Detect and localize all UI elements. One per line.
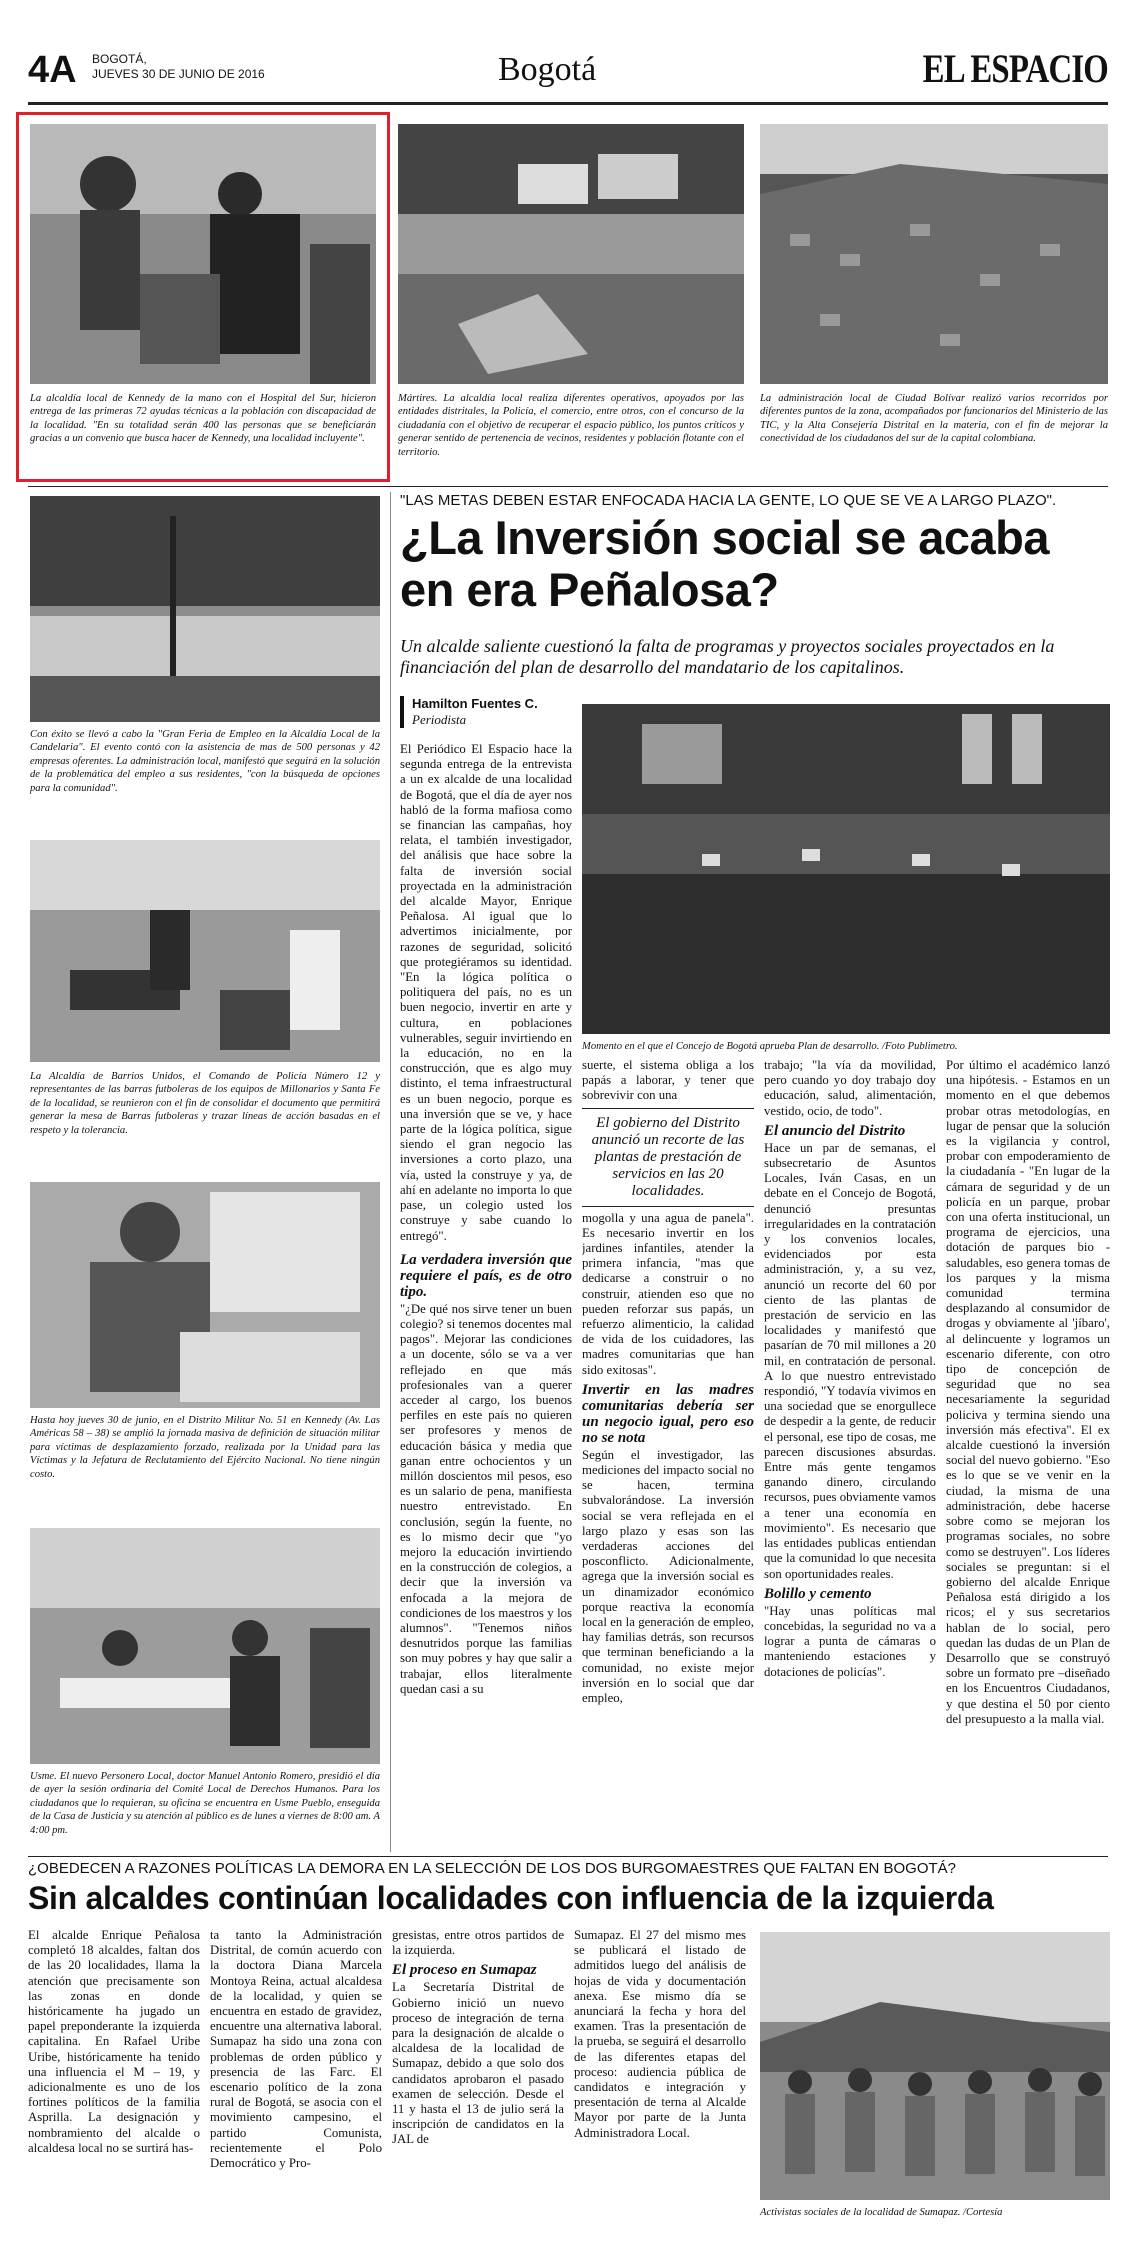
concejo-photo xyxy=(582,704,1110,1034)
main-col-2-text-b: mogolla y una agua de panela". Es necesario invertir en los jardines infantiles, atender la primera infancia, "mas que dedicarse a construir o no construir, atienden eso que no pueden reforzar sus papás, un refuerzo alimenticio, la calidad de vida de los cuidadores, las madres comunitarias que han sido exitosas". xyxy=(582,1210,754,1377)
main-col-2-subhead: Invertir en las madres comunitarias debería ser un negocio igual, pero eso no se nota xyxy=(582,1381,754,1446)
main-col-2-text-c: Según el investigador, las mediciones del impacto social no se hacen, termina subvalorándose. La inversión social se vera reflejada en el largo plazo y esas son las verdaderas acciones del posconflicto. Adicionalmente, agrega que la inversión social es un dinamizador económico porque reactiva la economía local en la generación de empleo, hay familias detrás, son recursos que terminan beneficiando a la comunidad, no existe mejor inversión en lo social que dar empleo, xyxy=(582,1447,754,1706)
main-col-1-subhead: La verdadera inversión que requiere el país, es de otro tipo. xyxy=(400,1251,572,1300)
header-location: BOGOTÁ, xyxy=(92,52,147,66)
barrios-unidos-photo xyxy=(30,840,380,1062)
byline xyxy=(400,696,570,728)
top-row-rule xyxy=(28,486,1108,487)
bottom-col-2 xyxy=(210,1928,382,2228)
bottom-col-4 xyxy=(574,1928,746,2228)
main-kicker: "LAS METAS DEBEN ESTAR ENFOCADA HACIA LA GENTE, LO QUE SE VE A LARGO PLAZO". xyxy=(400,492,1057,509)
pull-quote: El gobierno del Distrito anunció un recorte de las plantas de prestación de servicios en las 20 localidades. xyxy=(582,1108,754,1207)
main-col-4-text: Por último el académico lanzó una hipótesis. - Estamos en un momento en el que debemos probar otras metodologías, en lugar de pensar que la solución es la vigilancia y control, probar con empoderamiento de la ciudadanía - "En lugar de la cámara de seguridad y de un policía en un parque, probar con una oferta institucional, un programa de ejercicios, una dotación de parques bio - saludables, eso genera tomas de los parques y la misma comunidad termina desplazando al consumidor de drogas y obviamente al 'jíbaro', al delincuente y logramos un escenario diferente, con otro tipo de concepción de seguridad que no sea necesariamente la seguridad policiva y termina siendo una inversión más efectiva". El ex alcalde cuestionó la inversión social del nuevo gobierno. "Eso es lo que se ve venir en la ciudad, la misma de una administración, debe hacerse sobre como se mejoran los programas sociales, no sobre como se destruyen". Los líderes sociales se preguntan: si el gobierno del alcalde Enrique Peñalosa está dirigido a los ricos; el y sus secretarios hablan de lo social, pero quedan las dudas de un Plan de Desarrollo que se construyó sobre un formato pre –diseñado en los Encuentros Ciudadanos, y que destina el 50 por ciento del presupuesto a la malla vial. xyxy=(946,1058,1110,1726)
distrito-militar-caption: Hasta hoy jueves 30 de junio, en el Distrito Militar No. 51 en Kennedy (Av. Las Américas 58 – 38) se amplió la jornada masiva de definición de situación militar para víctimas de desplazamiento forzado, realizada por la Unidad para las Víctimas y la Jefatura de Reclutamiento del Ejército Nacional. No tiene ningún costo. xyxy=(30,1415,380,1480)
candelaria-photo xyxy=(30,496,380,722)
main-col-3 xyxy=(764,1058,936,1852)
author-role: Periodista xyxy=(412,712,467,727)
main-col-4 xyxy=(946,1058,1110,1852)
main-col-1-text: El Periódico El Espacio hace la segunda entrega de la entrevista a un ex alcalde de una localidad de Bogotá, que el día de ayer nos habló de la forma mafiosa como se financian las campañas, hoy relata, el también investigador, del análisis que hace sobre la falta de inversión social proyectada en la administración del alcalde Mayor, Enrique Peñalosa. Al igual que lo advertimos inicialmente, por razones de seguridad, solicitó que protegiéramos su identidad. "En la lógica política o politiquera del país, no es un buen negocio, invertir en arte y cultura, en poblaciones vulnerables, seguir invirtiendo en la educación, no en la construcción, que es algo muy distinto, el tema infraestructural es un buen negocio, porque es una inversión que se ve, y hace parte de la lógica política, sigue siendo el gran negocio las inversiones a corto plazo, una vía, usted la construye y ya, de ahí en adelante no importa lo que pase, un colegio usted los construye y sabe cuando lo entregó". xyxy=(400,742,572,1243)
martires-photo xyxy=(398,124,744,384)
martires-caption: Mártires. La alcaldía local realiza diferentes operativos, apoyados por las entidades distritales, la Policía, el comercio, entre otros, con el concurso de la ciudadanía con el objetivo de recuperar el espacio público, los puntos críticos y generar sentido de pertenencia de vecinos, residentes y población flotante con el territorio. xyxy=(398,393,744,458)
bottom-col-1-text: El alcalde Enrique Peñalosa completó 18 alcaldes, faltan dos de las 20 localidades, llama la atención que precisamente son las zonas en donde históricamente ha jugado un papel preponderante la izquierda capitalina. En Rafael Uribe Uribe, históricamente ha tenido una influencia el M – 19, y adicionalmente es uno de los fortines políticos de la familia Asprilla. La designación y nombramiento del alcalde o alcaldesa local no se surtirá has- xyxy=(28,1928,200,2155)
main-col-2 xyxy=(582,1058,754,1852)
page-number: 4A xyxy=(28,49,77,91)
bottom-kicker: ¿OBEDECEN A RAZONES POLÍTICAS LA DEMORA EN LA SELECCIÓN DE LOS DOS BURGOMAESTRES QUE FALTAN EN BOGOTÁ? xyxy=(28,1860,957,1877)
sumapaz-caption: Activistas sociales de la localidad de Sumapaz. /Cortesía xyxy=(760,2207,1003,2218)
ciudad-bolivar-caption: La administración local de Ciudad Bolívar realizó varios recorridos por diferentes puntos de la zona, acompañados por funcionarios del Ministerio de las TIC, y la Alta Consejería Distrital en la materia, con el fin de mejorar la conectividad de los ciudadanos del sur de la capital colombiana. xyxy=(760,393,1108,445)
header-rule xyxy=(28,102,1108,105)
usme-caption: Usme. El nuevo Personero Local, doctor Manuel Antonio Romero, presidió el día de ayer la sesión ordinaria del Comité Local de Derechos Humanos. Para los ciudadanos que lo requieran, su oficina se encuentra en Usme Pueblo, enseguida de la Casa de Justicia y su atención al público es de lunes a viernes de 8:00 am. A 4:00 pm. xyxy=(30,1771,380,1836)
header-date: JUEVES 30 DE JUNIO DE 2016 xyxy=(92,67,265,81)
main-col-1-text-b: "¿De qué nos sirve tener un buen colegio? si tenemos docentes mal pagos". Mejorar las condiciones a un docente, sólo se va a ver reflejado en que más profesionales van a querer acceder al cargo, los buenos perfiles en este país no quieren ser profesores y menos de educación básica y media que ganan entre ochocientos y un millón doscientos mil pesos, eso es un salario de pena, manifiesta nuestro entrevistado. En conclusión, según la fuente, no es lo mismo decir que "yo mejoro la educación invirtiendo en la construcción de colegios, a decir que la inversión va enfocada a la mejora de condiciones de los maestros y los alumnos". "Tenemos niños desnutridos porque las familias son muy pobres y hay que salir a trabajar, ellos literalmente quedan casi a su xyxy=(400,1301,572,1696)
main-col-2-text: suerte, el sistema obliga a los papás a laborar, y tener que sobrevivir con una xyxy=(582,1058,754,1103)
bottom-article-rule xyxy=(28,1856,1108,1857)
main-col-3-text-b: Hace un par de semanas, el subsecretario de Asuntos Locales, Iván Casas, en un debate en el Concejo de Bogotá, denunció presuntas irregularidades en la contratación y los convenios locales, evidenciados por esta administración, y, a su vez, anunció un recorte del 60 por ciento de las plantas de prestación de servicio en las localidades y manifestó que pasarían de 70 mil millones a 20 mil, en contratación de personal. A lo que nuestro entrevistado respondió, "Y todavía vivimos en una sociedad que se enorgullece de despedir a la gente, de reducir el personal, ese tipo de cosas, me parecen discusiones absurdas. Entre más gente tengamos ganando dinero, circulando recursos, pues obviamente vamos a tener una economía en movimiento". Es necesario que las entidades publicas entiendan que la comunidad lo que necesita son oportunidades reales. xyxy=(764,1140,936,1581)
candelaria-caption: Con éxito se llevó a cabo la "Gran Feria de Empleo en la Alcaldía Local de la Candelaria". El evento contó con la asistencia de mas de 500 personas y 42 empresas oferentes. La administración local, manifestó que seguirá en la solución de la problemática del empleo a sus residentes, "con la búsqueda de opciones para la comunidad". xyxy=(30,729,380,794)
sidebar-divider xyxy=(390,492,391,1852)
barrios-unidos-caption: La Alcaldía de Barrios Unidos, el Comando de Policía Número 12 y representantes de las barras futboleras de los equipos de Millonarios y Santa Fe de la localidad, se reunieron con el fin de consolidar el documento que permitirá generar la mesa de Barras futboleras y trazar líneas de acción basadas en el respeto y la tolerancia. xyxy=(30,1071,380,1136)
bottom-col-2-text: ta tanto la Administración Distrital, de común acuerdo con la doctora Diana Marcela Montoya Reina, actual alcaldesa de la localidad, y quien se encuentra en estado de gravidez, encuentre una alternativa laboral. Sumapaz ha sido una zona con problemas de orden público y presencia de las Farc. El escenario político de la zona rural de Bogotá, se asocia con el movimiento campesino, el partido Comunista, recientemente el Polo Democrático y Pro- xyxy=(210,1928,382,2171)
main-col-1 xyxy=(400,742,572,1852)
bottom-col-4-text: Sumapaz. El 27 del mismo mes se publicará el listado de admitidos luego del análisis de hojas de vida y documentación anexa. Ese mismo día se anunciará la fecha y hora del examen. Tras la presentación de la prueba, se seguirá el desarrollo de las diferentes etapas del proceso: audiencia pública de candidatos e integración y presentación de terna al Alcalde Mayor por parte de la Junta Administradora Local. xyxy=(574,1928,746,2140)
bottom-headline: Sin alcaldes continúan localidades con influencia de la izquierda xyxy=(28,1880,994,1916)
bottom-col-1 xyxy=(28,1928,200,2228)
bottom-col-3 xyxy=(392,1928,564,2228)
distrito-militar-photo xyxy=(30,1182,380,1408)
concejo-caption: Momento en el que el Concejo de Bogotá aprueba Plan de desarrollo. /Foto Publimetro. xyxy=(582,1041,958,1052)
section-title: Bogotá xyxy=(498,51,597,88)
ciudad-bolivar-photo xyxy=(760,124,1108,384)
bottom-col-3-subhead: El proceso en Sumapaz xyxy=(392,1962,537,1979)
masthead: EL ESPACIO xyxy=(922,46,1108,91)
sumapaz-photo xyxy=(760,1932,1110,2200)
main-col-3-text: trabajo; "la vía da movilidad, pero cuando yo doy trabajo doy educación, salud, alimentación, vestido, ocio, de todo". xyxy=(764,1058,936,1118)
main-col-3-subhead-2: Bolillo y cemento xyxy=(764,1585,872,1602)
usme-photo xyxy=(30,1528,380,1764)
kennedy-photo xyxy=(30,124,376,384)
bottom-col-3-text: gresistas, entre otros partidos de la izquierda. xyxy=(392,1928,564,1958)
page-header xyxy=(28,44,1108,104)
bottom-col-3-text-b: La Secretaría Distrital de Gobierno inició un nuevo proceso de integración de terna para la designación de alcalde o alcaldesa de la localidad de Sumapaz, debido a que solo dos candidatos aprobaron el pasado examen de selección. Desde el 11 y hasta el 13 de julio será la inscripción de candidatos en la JAL de xyxy=(392,1980,564,2147)
main-deck: Un alcalde saliente cuestionó la falta de programas y proyectos sociales proyectados en la financiación del plan de desarrollo del mandatario de los capitalinos. xyxy=(400,636,1055,677)
main-col-3-subhead: El anuncio del Distrito xyxy=(764,1122,906,1139)
main-headline: ¿La Inversión social se acaba en era Peñalosa? xyxy=(400,511,1050,616)
main-col-3-text-c: "Hay unas políticas mal concebidas, la seguridad no va a lograr a punta de cámaras o manteniendo estaciones y dotaciones de policías". xyxy=(764,1603,936,1679)
author-name: Hamilton Fuentes C. xyxy=(412,696,538,711)
kennedy-caption: La alcaldía local de Kennedy de la mano con el Hospital del Sur, hicieron entrega de las primeras 72 ayudas técnicas a la población con discapacidad de la localidad. "En su totalidad serán 400 las personas que se beneficiarán gracias a un convenio que busca hacer de Kennedy, una localidad incluyente". xyxy=(30,393,376,445)
